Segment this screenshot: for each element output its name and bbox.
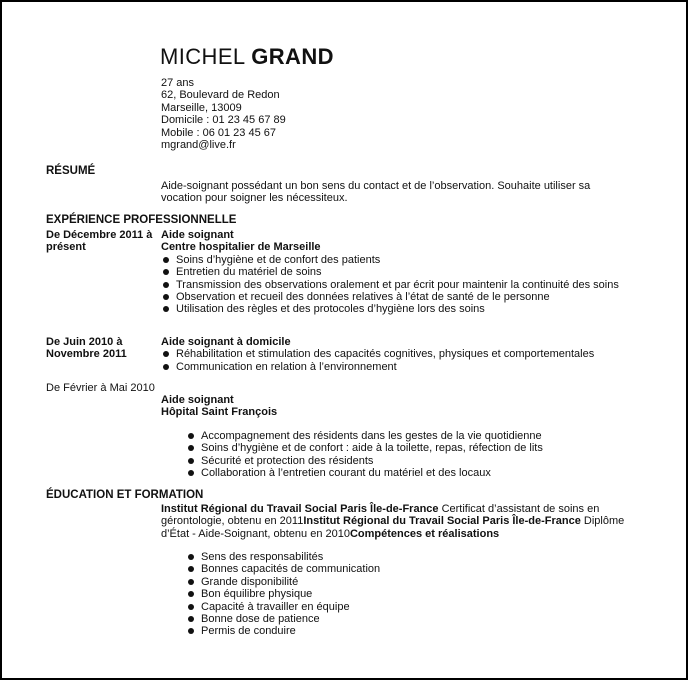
resume-summary: Aide-soignant possédant un bon sens du contact et de l’observation. Souhaite utiliser sa vocation pour soigner les nécessiteux.	[161, 180, 591, 205]
job-3-employer: Hôpital Saint François	[161, 406, 278, 419]
job-2-title: Aide soignant à domicile	[161, 336, 291, 348]
job-3-dates: De Février à Mai 2010	[46, 382, 155, 394]
list-item: Soins d’hygiène et de confort des patients	[161, 254, 631, 266]
list-item: Bonnes capacités de communication	[187, 563, 627, 575]
job-1-dates: De Décembre 2011 à présent	[46, 229, 153, 254]
skills-list	[187, 551, 627, 638]
degree-2: Diplôme d’État - Aide-Soignant, obtenu en 2010	[161, 515, 625, 540]
list-item: Utilisation des règles et des protocoles d’hygiène lors des soins	[161, 303, 631, 315]
list-item: Communication en relation à l’environnement	[161, 361, 631, 373]
list-item: Bon équilibre physique	[187, 588, 627, 600]
last-name: GRAND	[251, 44, 334, 69]
list-item: Sens des responsabilités	[187, 551, 627, 563]
list-item: Sécurité et protection des résidents	[187, 455, 627, 467]
job-3-title: Aide soignant	[161, 394, 234, 406]
school-2: Institut Régional du Travail Social Paris Île-de-France	[303, 515, 581, 528]
list-item: Entretien du matériel de soins	[161, 266, 631, 278]
contact-block	[161, 77, 286, 151]
job-2-dates: De Juin 2010 à Novembre 2011	[46, 336, 127, 361]
job-1-title: Aide soignant	[161, 229, 234, 241]
job-3-tasks	[187, 430, 627, 480]
list-item: Soins d’hygiène et de confort : aide à la toilette, repas, réfection de lits	[187, 442, 627, 454]
list-item: Grande disponibilité	[187, 576, 627, 588]
job-1-employer: Centre hospitalier de Marseille	[161, 241, 321, 254]
job-1-tasks	[161, 254, 631, 316]
experience-heading: EXPÉRIENCE PROFESSIONNELLE	[46, 214, 237, 226]
list-item: Collaboration à l’entretien courant du matériel et des locaux	[187, 467, 627, 479]
education-heading: ÉDUCATION ET FORMATION	[46, 489, 204, 501]
contact-mobile-phone: Mobile : 06 01 23 45 67	[161, 126, 276, 139]
contact-email: mgrand@live.fr	[161, 139, 236, 152]
contact-street: 62, Boulevard de Redon	[161, 89, 280, 102]
contact-city: Marseille, 13009	[161, 101, 242, 114]
job-1	[161, 229, 631, 316]
list-item: Bonne dose de patience	[187, 613, 627, 625]
skills-heading: Compétences et réalisations	[349, 527, 500, 540]
job-2-tasks	[161, 348, 631, 373]
resume-heading: RÉSUMÉ	[46, 165, 96, 177]
list-item: Accompagnement des résidents dans les gestes de la vie quotidienne	[187, 430, 627, 442]
degree-1: Certificat d’assistant de soins en gérontologie, obtenu en 2011	[161, 503, 600, 528]
first-name: MICHEL	[160, 44, 245, 69]
list-item: Réhabilitation et stimulation des capacités cognitives, physiques et comportementales	[161, 348, 631, 360]
job-2	[161, 336, 631, 373]
list-item: Transmission des observations oralement et par écrit pour maintenir la continuité des soins	[161, 279, 631, 291]
school-1: Institut Régional du Travail Social Paris Île-de-France	[161, 503, 439, 515]
list-item: Capacité à travailler en équipe	[187, 601, 627, 613]
contact-home-phone: Domicile : 01 23 45 67 89	[161, 114, 286, 127]
job-3	[161, 394, 631, 419]
candidate-name	[160, 44, 334, 70]
list-item: Observation et recueil des données relatives à l’état de santé de le personne	[161, 291, 631, 303]
list-item: Permis de conduire	[187, 625, 627, 637]
education-text	[161, 503, 626, 540]
contact-age: 27 ans	[161, 77, 195, 89]
